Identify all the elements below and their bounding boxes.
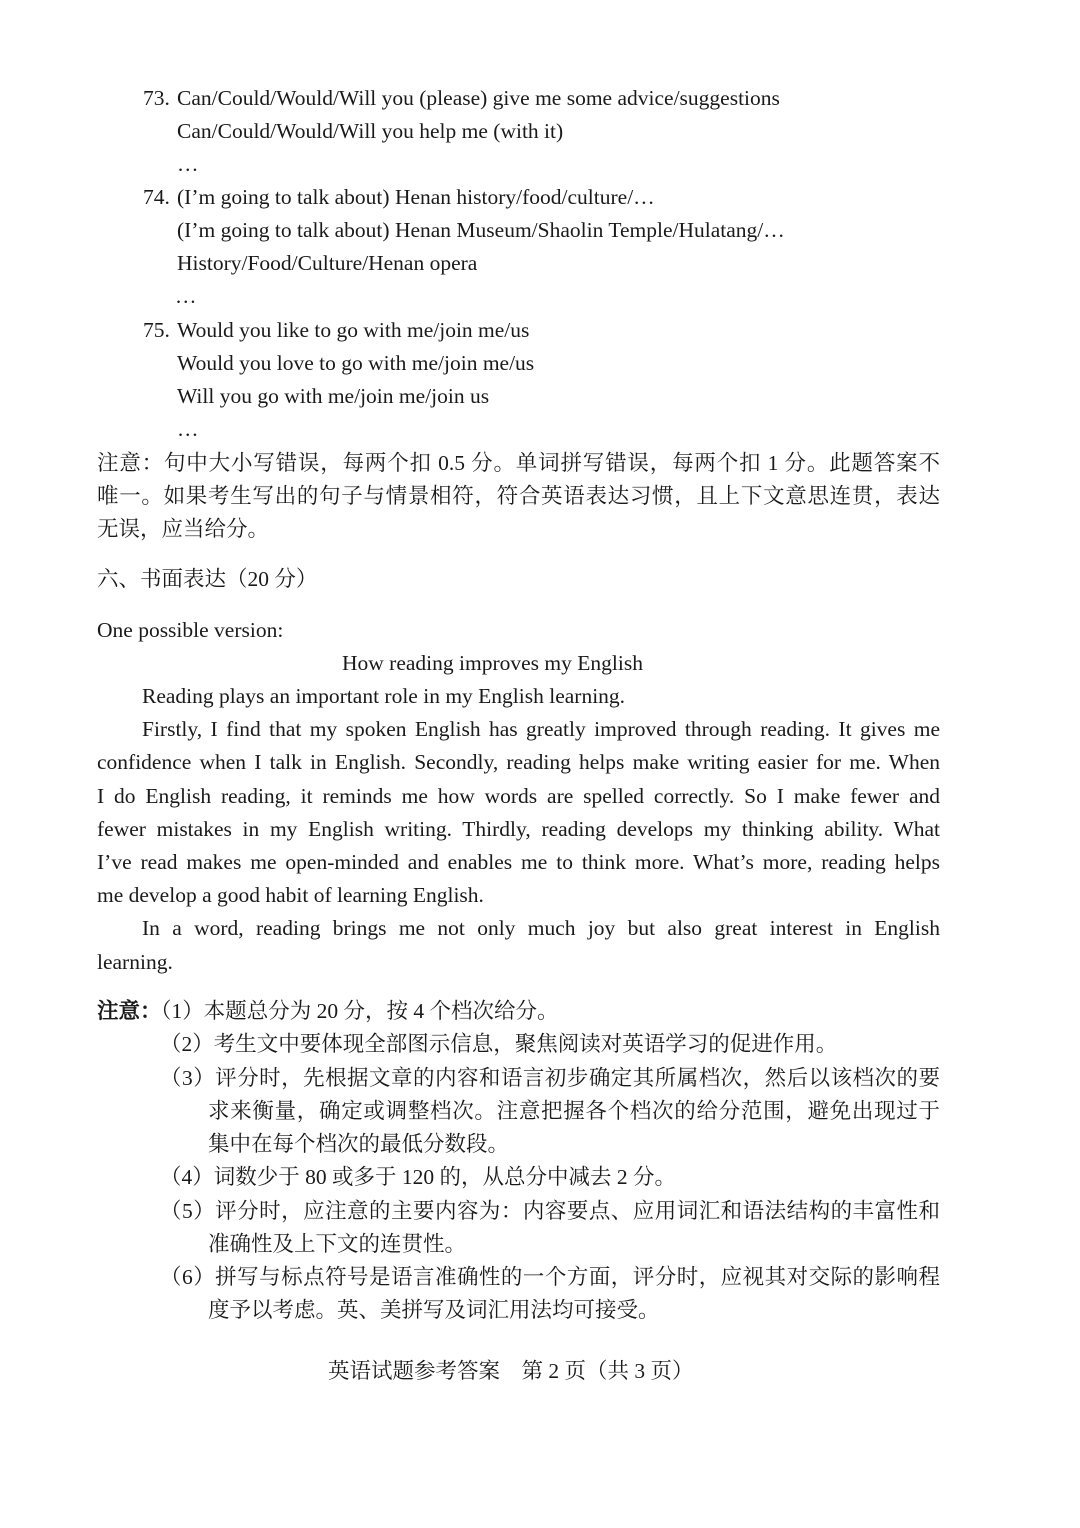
answer-line: … — [175, 284, 197, 308]
note-item: 集中在每个档次的最低分数段。 — [208, 1132, 510, 1156]
note-item: 度予以考虑。英、美拼写及词汇用法均可接受。 — [208, 1298, 660, 1322]
answer-line: (I’m going to talk about) Henan history/food/culture/… — [177, 185, 655, 209]
section-heading: 六、书面表达（20 分） — [97, 567, 318, 591]
note-item: 准确性及上下文的连贯性。 — [208, 1232, 467, 1256]
essay-title: How reading improves my English — [342, 651, 643, 675]
answer-line: Can/Could/Would/Will you help me (with it) — [177, 119, 564, 143]
essay-line: Firstly, I find that my spoken English has greatly improved through reading. It gives me — [142, 717, 940, 741]
answer-line: Would you love to go with me/join me/us — [177, 351, 535, 375]
answer-line: Would you like to go with me/join me/us — [177, 318, 530, 342]
note-item: （3）评分时，先根据文章的内容和语言初步确定其所属档次，然后以该档次的要 — [160, 1066, 940, 1090]
note-label: 注意： — [97, 999, 162, 1023]
note-item: （6）拼写与标点符号是语言准确性的一个方面，评分时，应视其对交际的影响程 — [160, 1265, 940, 1289]
note-item: （1）本题总分为 20 分，按 4 个档次给分。 — [150, 999, 559, 1023]
answer-number: 75. — [143, 318, 170, 342]
answer-line: History/Food/Culture/Henan opera — [177, 251, 478, 275]
note-item: 求来衡量，确定或调整档次。注意把握各个档次的给分范围，避免出现过于 — [208, 1099, 940, 1123]
essay-line: fewer mistakes in my English writing. Thirdly, reading develops my thinking ability. What — [97, 817, 940, 841]
essay-line: In a word, reading brings me not only much joy but also great interest in English — [142, 916, 940, 940]
version-label: One possible version: — [97, 618, 284, 642]
note-item: （2）考生文中要体现全部图示信息，聚焦阅读对英语学习的促进作用。 — [160, 1032, 838, 1056]
essay-line: me develop a good habit of learning English. — [97, 883, 484, 907]
essay-line: confidence when I talk in English. Secondly, reading helps make writing easier for me. When — [97, 750, 940, 774]
note-item: （5）评分时，应注意的主要内容为：内容要点、应用词汇和语法结构的丰富性和 — [160, 1199, 940, 1223]
note-line: 注意：句中大小写错误，每两个扣 0.5 分。单词拼写错误，每两个扣 1 分。此题答案不 — [97, 451, 940, 475]
essay-line: Reading plays an important role in my English learning. — [142, 684, 626, 708]
answer-line: … — [177, 152, 199, 176]
answer-line: Will you go with me/join me/join us — [177, 384, 490, 408]
note-line: 无误，应当给分。 — [97, 517, 270, 541]
note-line: 唯一。如果考生写出的句子与情景相符，符合英语表达习惯，且上下文意思连贯，表达 — [97, 484, 940, 508]
answer-line: … — [177, 417, 199, 441]
note-item: （4）词数少于 80 或多于 120 的，从总分中减去 2 分。 — [160, 1165, 677, 1189]
page-footer: 英语试题参考答案 第 2 页（共 3 页） — [328, 1359, 694, 1383]
answer-line: Can/Could/Would/Will you (please) give me some advice/suggestions — [177, 86, 780, 110]
essay-line: I do English reading, it reminds me how words are spelled correctly. So I make fewer and — [97, 784, 940, 808]
essay-line: I’ve read makes me open-minded and enables me to think more. What’s more, reading helps — [97, 850, 940, 874]
answer-number: 73. — [143, 86, 170, 110]
answer-number: 74. — [143, 185, 170, 209]
essay-line: learning. — [97, 950, 173, 974]
answer-line: (I’m going to talk about) Henan Museum/Shaolin Temple/Hulatang/… — [177, 218, 785, 242]
